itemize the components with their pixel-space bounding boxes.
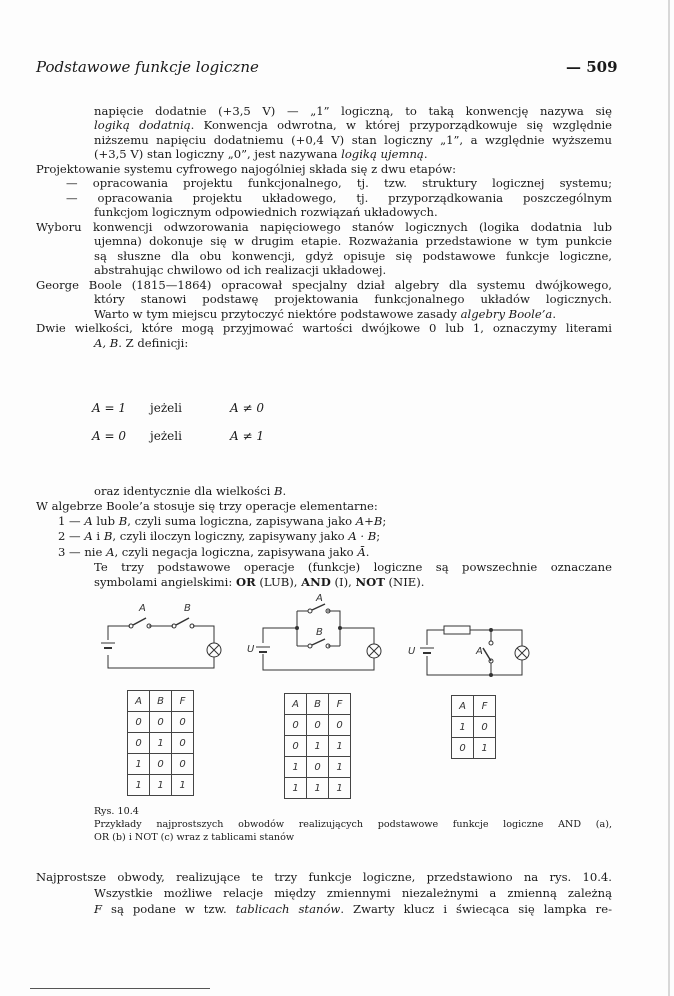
text-segment: który stanowi podstawę projektowania funkcjonalnego układów logicznych. [94, 292, 612, 306]
table-cell: 1 [128, 754, 150, 775]
text-segment: . [282, 484, 287, 498]
table-cell: 0 [128, 733, 150, 754]
truth-table-not [451, 695, 496, 759]
table-cell: B [150, 691, 172, 712]
table-cell: 0 [128, 712, 150, 733]
table-cell: 1 [307, 736, 329, 757]
text-segment: — opracowania projektu układowego, tj. przyporządkowania poszczególnym [66, 191, 612, 205]
running-header-title: Podstawowe funkcje logiczne [36, 58, 259, 76]
table-cell: 0 [172, 754, 194, 775]
italic-text: A [106, 545, 115, 559]
italic-text: A · B [348, 529, 377, 543]
text-segment: Te trzy podstawowe operacje (funkcje) logiczne są powszechnie oznaczane [94, 560, 612, 574]
switch-label: A [476, 646, 483, 657]
text-segment: i [92, 529, 104, 543]
table-cell: 0 [285, 736, 307, 757]
italic-text: B [118, 514, 128, 528]
equation-rhs: A ≠ 1 [230, 429, 264, 443]
table-header-row [128, 691, 194, 712]
text-segment: (I), [330, 575, 356, 589]
table-cell: B [307, 694, 329, 715]
truth-table-and [127, 690, 194, 796]
text-segment: . [365, 545, 370, 559]
scan-edge [668, 0, 670, 996]
text-segment: 3 — nie [58, 545, 107, 559]
text-segment: napięcie dodatnie (+3,5 V) — „1” logiczną, to taką konwencję nazywa się [94, 104, 612, 118]
table-cell: 1 [329, 757, 351, 778]
table-cell: 1 [452, 717, 474, 738]
text-segment: abstrahując chwilowo od ich realizacji układowej. [94, 263, 387, 277]
equation-lhs: A = 0 [92, 429, 126, 443]
figure-caption [94, 831, 612, 845]
italic-text: Ā [357, 545, 366, 559]
table-cell: 1 [329, 736, 351, 757]
text-segment: Projektowanie systemu cyfrowego najogólniej składa się z dwu etapów: [36, 162, 457, 176]
text-segment: lub [92, 514, 119, 528]
bold-text: NOT [355, 575, 385, 589]
voltage-label: U [408, 646, 416, 657]
table-cell: 0 [307, 715, 329, 736]
table-cell: F [329, 694, 351, 715]
italic-text: B [103, 529, 113, 543]
italic-text: A [84, 529, 93, 543]
text-segment: Rys. 10.4 [94, 806, 139, 817]
text-line [94, 886, 612, 900]
text-segment: ujemna) dokonuje się w drugim etapie. Rozważania przedstawione w tym punkcie [94, 234, 612, 248]
switch-label: B [316, 627, 323, 638]
text-segment: funkcjom logicznym odpowiednich rozwiązań układowych. [94, 205, 438, 219]
page-number: — 509 [566, 58, 618, 76]
table-cell: 0 [172, 712, 194, 733]
text-segment: Przykłady najprostszych obwodów realizujących podstawowe funkcje logiczne AND (a), [94, 819, 612, 830]
switch-label: B [184, 603, 191, 614]
voltage-label: U [247, 644, 255, 655]
figure-caption [94, 818, 612, 832]
table-cell: 0 [329, 715, 351, 736]
and-circuit [101, 618, 221, 668]
text-segment: Wyboru konwencji odwzorowania napięciowego stanów logicznych (logika dodatnia lub [36, 220, 612, 234]
text-segment: (NIE). [384, 575, 425, 589]
italic-text: logiką dodatnią [94, 118, 191, 132]
text-segment: . [423, 147, 428, 161]
bold-text: OR [235, 575, 256, 589]
text-segment: — opracowania projektu funkcjonalnego, tj. tzw. struktury logicznej systemu; [66, 176, 612, 190]
table-row [128, 712, 194, 733]
italic-text: A, B [94, 336, 119, 350]
text-segment: , czyli iloczyn logiczny, zapisywany jako [112, 529, 349, 543]
text-segment: Warto w tym miejscu przytoczyć niektóre podstawowe zasady [94, 307, 461, 321]
table-cell: 1 [150, 733, 172, 754]
switch-label: A [316, 593, 323, 604]
equation-condition: jeżeli [150, 401, 182, 415]
not-circuit [420, 626, 529, 677]
equation-rhs: A ≠ 0 [230, 401, 264, 415]
italic-text: F [94, 902, 103, 916]
italic-text: algebry Boole’a [460, 307, 553, 321]
table-cell: A [452, 696, 474, 717]
table-cell: A [128, 691, 150, 712]
table-row [285, 736, 351, 757]
text-line [94, 902, 612, 916]
table-row [285, 757, 351, 778]
table-cell: 1 [307, 778, 329, 799]
text-segment: . Zwarty klucz i świecąca się lampka re- [340, 902, 613, 916]
text-segment: symbolami angielskimi: [94, 575, 236, 589]
text-segment: Najprostsze obwody, realizujące te trzy funkcje logiczne, przedstawiono na rys. 10.4. [36, 870, 612, 884]
text-segment: W algebrze Boole’a stosuje się trzy operacje elementarne: [36, 499, 378, 513]
text-segment: oraz identycznie dla wielkości [94, 484, 274, 498]
truth-table-or [284, 693, 351, 799]
equation-lhs: A = 1 [92, 401, 126, 415]
text-segment: OR (b) i NOT (c) wraz z tablicami stanów [94, 832, 295, 843]
text-segment: (LUB), [255, 575, 302, 589]
text-segment: , czyli suma logiczna, zapisywana jako [127, 514, 356, 528]
text-segment: są słuszne dla obu konwencji, gdyż opisuje się podstawowe funkcje logiczne, [94, 249, 612, 263]
text-segment: Dwie wielkości, które mogą przyjmować wartości dwójkowe 0 lub 1, oznaczymy literami [36, 321, 612, 335]
table-cell: 1 [285, 778, 307, 799]
equation-condition: jeżeli [150, 429, 182, 443]
text-segment: są podane w tzw. [102, 902, 236, 916]
table-header-row [452, 696, 496, 717]
table-cell: 1 [474, 738, 496, 759]
italic-text: tablicach stanów [235, 902, 341, 916]
table-cell: 0 [150, 712, 172, 733]
table-header-row [285, 694, 351, 715]
table-cell: A [285, 694, 307, 715]
text-segment: ; [382, 514, 387, 528]
table-cell: 1 [285, 757, 307, 778]
table-row [285, 778, 351, 799]
text-segment: . [552, 307, 557, 321]
table-cell: 0 [474, 717, 496, 738]
table-row [285, 715, 351, 736]
italic-text: B [274, 484, 283, 498]
text-segment: . Z definicji: [118, 336, 189, 350]
italic-text: A+B [355, 514, 383, 528]
text-segment: (+3,5 V) stan logiczny „0”, jest nazywana [94, 147, 342, 161]
footer-rule [30, 988, 210, 989]
table-cell: 1 [172, 775, 194, 796]
table-row [128, 754, 194, 775]
table-cell: F [474, 696, 496, 717]
text-segment: 2 — [58, 529, 85, 543]
table-cell: 0 [285, 715, 307, 736]
figure-number [94, 805, 612, 819]
text-segment: George Boole (1815—1864) opracował specjalny dział algebry dla systemu dwójkowego, [36, 278, 612, 292]
text-segment: , czyli negacja logiczna, zapisywana jako [114, 545, 358, 559]
text-segment: Wszystkie możliwe relacje między zmiennymi niezależnymi a zmienną zależną [94, 886, 612, 900]
text-segment: 1 — [58, 514, 85, 528]
table-row [452, 717, 496, 738]
table-row [128, 775, 194, 796]
italic-text: logiką ujemną [341, 147, 424, 161]
switch-label: A [139, 603, 146, 614]
table-cell: 0 [172, 733, 194, 754]
table-cell: 0 [307, 757, 329, 778]
table-cell: 1 [128, 775, 150, 796]
text-segment: . Konwencja odwrotna, w której przyporządkowuje się względnie [190, 118, 613, 132]
text-line [36, 870, 612, 884]
table-cell: 0 [452, 738, 474, 759]
table-row [452, 738, 496, 759]
table-cell: 1 [150, 775, 172, 796]
table-cell: 0 [150, 754, 172, 775]
table-cell: F [172, 691, 194, 712]
text-segment: niższemu napięciu dodatniemu (+0,4 V) stan logiczny „1”, a względnie wyższemu [94, 133, 612, 147]
table-cell: 1 [329, 778, 351, 799]
italic-text: A [84, 514, 93, 528]
text-segment: ; [376, 529, 381, 543]
table-row [128, 733, 194, 754]
bold-text: AND [301, 575, 331, 589]
